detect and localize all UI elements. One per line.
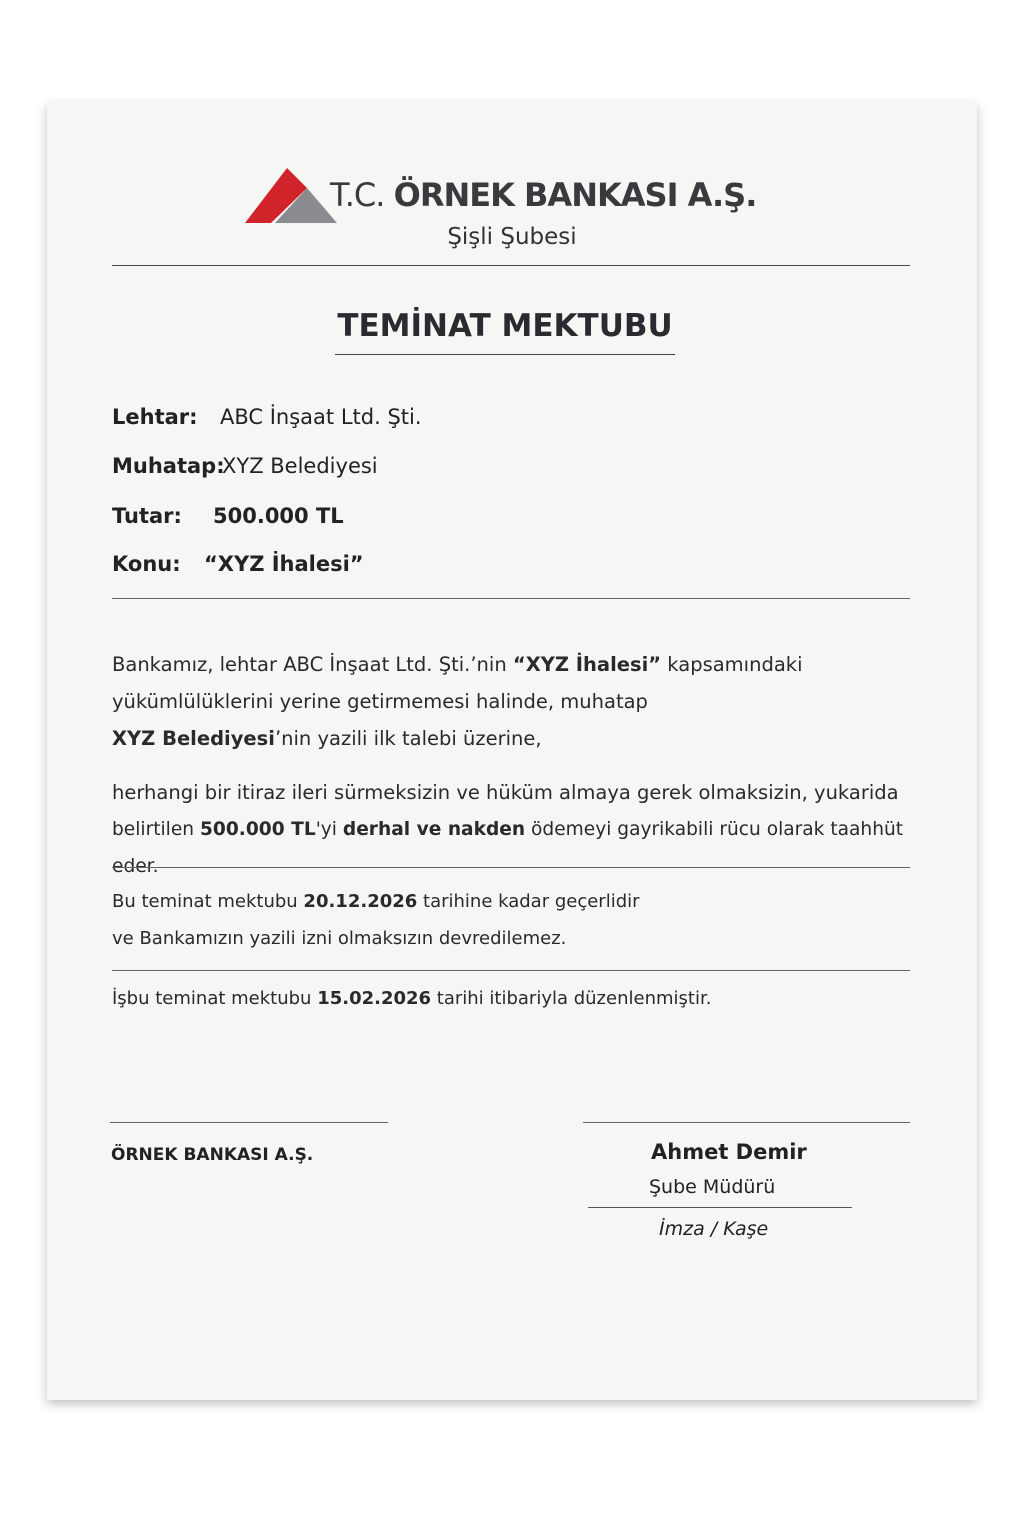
signatory-name: Ahmet Demir [651,1140,807,1164]
signature-bank: ÖRNEK BANKASI A.Ş. [111,1145,314,1165]
issue-text: İşbu teminat mektubu 15.02.2026 tarihi itibariyla düzenlenmiştir. [112,988,712,1009]
title-underline [335,354,675,355]
body-paragraph: Bankamız, lehtar ABC İnşaat Ltd. Şti.’nin “XYZ İhalesi” kapsamındaki yükümlülüklerini yerine getirmemesi halinde, muhatap XYZ Belediyesi’nin yazili ilk talebi üzerine, herhangi bir itiraz ileri sürmeksizin ve hüküm almaya gerek olmaksizin, yukarida belirtilen 500.000 TL'yi derhal ve nakden ödemeyi gayrikabili rücu olarak taahhüt eder. [112,653,904,877]
document-title: TEMİNAT MEKTUBU [337,308,673,344]
bank-logo-icon [245,166,337,224]
signatory-role: Şube Müdürü [649,1176,776,1198]
divider [112,265,910,266]
validity-text: Bu teminat mektubu 20.12.2026 tarihine kadar geçerlidir ve Bankamızın yazili izni olmaksızın devredilemez. [112,891,640,949]
divider [112,867,910,868]
stamp-line [588,1207,852,1208]
field-konu: Konu: “XYZ İhalesi” [112,552,364,576]
field-tutar: Tutar: 500.000 TL [112,504,344,528]
divider [112,970,910,971]
signature-line [583,1122,910,1123]
guarantee-letter [47,102,977,1400]
signature-line [110,1122,388,1123]
stamp-label: İmza / Kaşe [659,1218,769,1240]
bank-name: T.C. ÖRNEK BANKASI A.Ş. [330,176,757,214]
field-muhatap: Muhatap:XYZ Belediyesi [112,454,378,478]
branch-name: Şişli Şubesi [447,224,577,250]
divider [112,598,910,599]
field-lehtar: Lehtar: ABC İnşaat Ltd. Şti. [112,405,422,429]
